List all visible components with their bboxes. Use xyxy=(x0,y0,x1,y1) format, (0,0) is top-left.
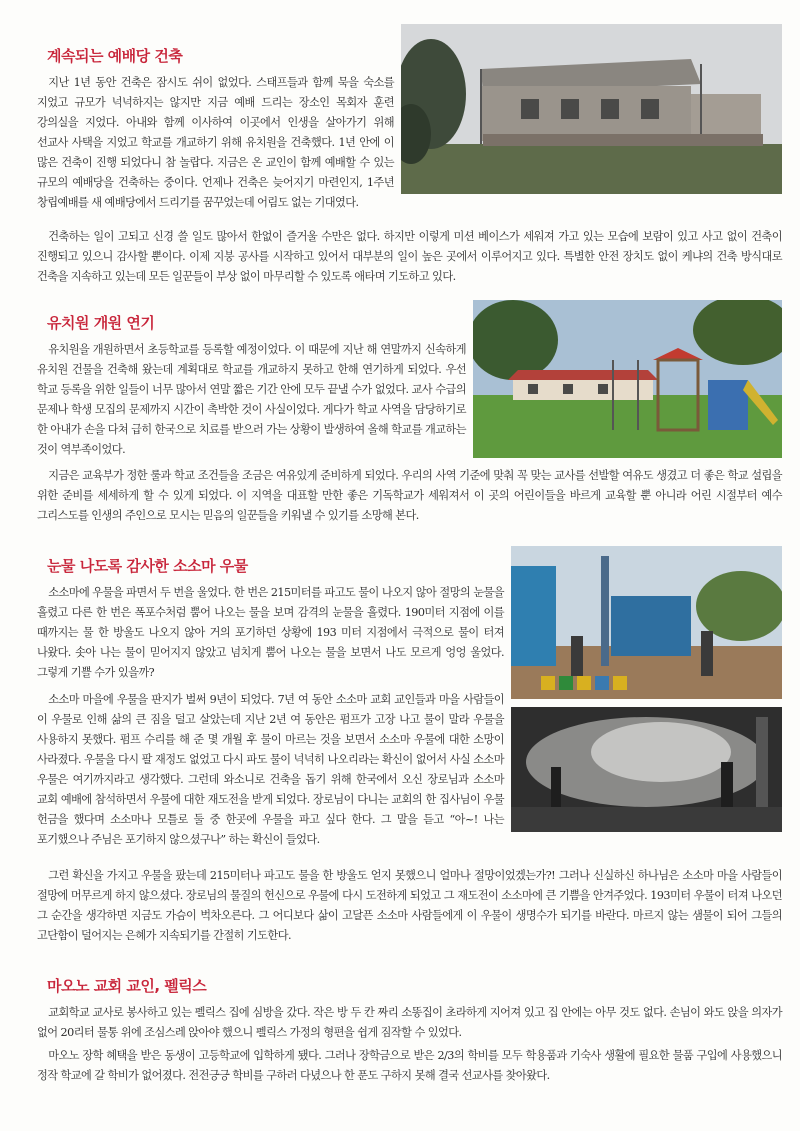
well-drilling-photo xyxy=(511,546,782,699)
section-title-felix: 마오노 교회 교인, 펠릭스 xyxy=(47,977,207,995)
well-water-gushing-photo xyxy=(511,707,782,832)
section-paragraph: 그런 확신을 가지고 우물을 팠는데 215미터나 파고도 물을 한 방울도 얻지 못했으니 얼마나 절망이었겠는가?! 그러나 신실하신 하나님은 소소마 마을 사람들이 절망에 머무르게 하지 않으셨다. 장로님의 물질의 헌신으로 우물에 다시 도전하게 되었고 그 재도전이 소소마에 큰 기쁨을 안겨주었다. 193미터 우물이 터져 나오던 그 순간을 생각하면 지금도 가슴이 벅차오른다. 그 어디보다 삶이 고달픈 소소마 사람들에게 이 우물이 생명수가 되기를 바란다. 마르지 않는 샘물이 되어 그들의 고단함이 덜어지는 은혜가 지속되기를 간절히 기도한다. xyxy=(37,869,782,942)
kindergarten-playground-photo xyxy=(473,300,782,458)
section-paragraph: 유치원을 개원하면서 초등학교를 등록할 예정이었다. 이 때문에 지난 해 연말까지 신속하게 유치원 건물을 건축해 왔는데 계획대로 학교를 개교하지 못하고 한해 연기하게 되었다. 우선 학교 등록을 위한 일들이 너무 많아서 연말 짧은 기간 안에 모두 끝낼 수가 없었다. 교사 수급의 문제나 학생 모집의 문제까지 시간이 촉박한 것이 사실이었다. 게다가 학교 사역을 담당하기로 한 아내가 손을 다쳐 급히 한국으로 치료를 받으러 가는 상황이 발생하여 올해 학교를 개교하는 것이 역부족이었다. xyxy=(37,343,466,456)
section-paragraph: 소소마 마을에 우물을 판지가 벌써 9년이 되었다. 7년 여 동안 소소마 교회 교인들과 마을 사람들이 이 우물로 인해 삶의 큰 짐을 덜고 살았는데 지난 2년 여 동안은 펌프가 고장 나고 물이 말라 우물을 사용하지 못했다. 펌프 수리를 해 준 몇 개월 후 물이 마르는 것을 보면서 소소마 우물에 대한 소망이 사라졌다. 우물을 다시 팔 재정도 없었고 다시 파도 물이 넉넉히 나오리라는 확신이 없어서 사실 소소마 우물은 여기까지라고 생각했다. 그런데 와소니로 건축을 돕기 위해 한국에서 오신 장로님과 소소마 교회 예배에 참석하면서 우물에 대한 재도전을 받게 되었다. 장로님이 다니는 교회의 한 집사님이 우물 헌금을 했다며 소소마나 모틀로 둘 중 한곳에 우물을 파고 싶다 한다. 그 말을 듣고 “아~! 나는 포기했으나 주님은 포기하지 않으셨구나” 하는 확신이 들었다. xyxy=(37,693,504,846)
section-title-kindergarten-delay: 유치원 개원 연기 xyxy=(47,314,155,332)
section-paragraph: 소소마에 우물을 파면서 두 번을 울었다. 한 번은 215미터를 파고도 물이 나오지 않아 절망의 눈물을 흘렸고 다른 한 번은 폭포수처럼 뿜어 나오는 물을 보며 감격의 눈물을 흘렸다. 190미터 지점에 이를 때까지는 물 한 방울도 나오지 않아 거의 포기하던 상황에 193 미터 지점에서 극적으로 물이 터져 나왔다. 솟아 나는 물이 믿어지지 않았고 넘치게 뿜어 나오는 물을 보면서 나도 모르게 엉엉 울었다. 그렇게 기쁠 수가 있을까? xyxy=(37,586,504,679)
section-paragraph: 교회학교 교사로 봉사하고 있는 펠릭스 집에 심방을 갔다. 작은 방 두 칸 짜리 소똥집이 초라하게 지어져 있고 집 안에는 아무 것도 없다. 손님이 와도 앉을 의자가 없어 20리터 물통 위에 조심스레 앉아야 했으니 펠릭스 가정의 형편을 쉽게 짐작할 수 있었다. xyxy=(37,1006,782,1039)
section-paragraph: 건축하는 일이 고되고 신경 쓸 일도 많아서 한없이 즐거울 수만은 없다. 하지만 이렇게 미션 베이스가 세워져 가고 있는 모습에 보람이 있고 사고 없이 건축이 진행되고 있으니 감사할 뿐이다. 이제 지붕 공사를 시작하고 있어서 대부분의 일이 높은 곳에서 이루어지고 있다. 특별한 안전 장치도 없이 케냐의 건축 방식대로 건축을 지속하고 있는데 모든 일꾼들이 부상 없이 마무리할 수 있도록 애타며 기도하고 있다. xyxy=(37,230,782,283)
section-paragraph: 지금은 교육부가 정한 룰과 학교 조건들을 조금은 여유있게 준비하게 되었다. 우리의 사역 기준에 맞춰 꼭 맞는 교사를 선발할 여유도 생겼고 더 좋은 학교 설립을 위한 준비를 세세하게 할 수 있게 되었다. 이 지역을 대표할 만한 좋은 기독학교가 세워져서 이 곳의 어린이들을 바르게 교육할 뿐 아니라 어린 시절부터 예수 그리스도를 인생의 주인으로 모시는 믿음의 일꾼들을 키워낼 수 있기를 소망해 본다. xyxy=(37,469,782,522)
church-construction-photo xyxy=(401,24,782,194)
section-title-church-construction: 계속되는 예배당 건축 xyxy=(47,47,183,65)
section-paragraph: 지난 1년 동안 건축은 잠시도 쉬이 없었다. 스태프들과 함께 묵을 숙소를 지었고 규모가 넉넉하지는 않지만 지금 예배 드리는 장소인 목회자 훈련 강의실을 지었다. 아내와 함께 이사하여 이곳에서 인생을 살아가기 위해 선교사 사택을 지었고 학교를 개교하기 위해 유치원을 건축했다. 1년 안에 이 많은 건축이 진행 되었다니 참 놀랍다. 지금은 온 교인이 함께 예배할 수 있는 규모의 예배당을 건축하는 중이다. 언제나 건축은 늦어지기 마련인지, 1주년 창립예배를 새 예배당에서 드리기를 꿈꾸었는데 어림도 없는 기대였다. xyxy=(37,76,394,209)
section-paragraph: 마오노 장학 혜택을 받은 동생이 고등학교에 입학하게 됐다. 그러나 장학금으로 받은 2/3의 학비를 모두 학용품과 기숙사 생활에 필요한 물품 구입에 사용했으니 정작 학교에 갈 학비가 없어졌다. 전전긍긍 학비를 구하러 다녔으나 한 푼도 구하지 못해 결국 선교사를 찾아왔다. xyxy=(37,1049,782,1082)
section-title-sosoma-well: 눈물 나도록 감사한 소소마 우물 xyxy=(47,557,248,575)
